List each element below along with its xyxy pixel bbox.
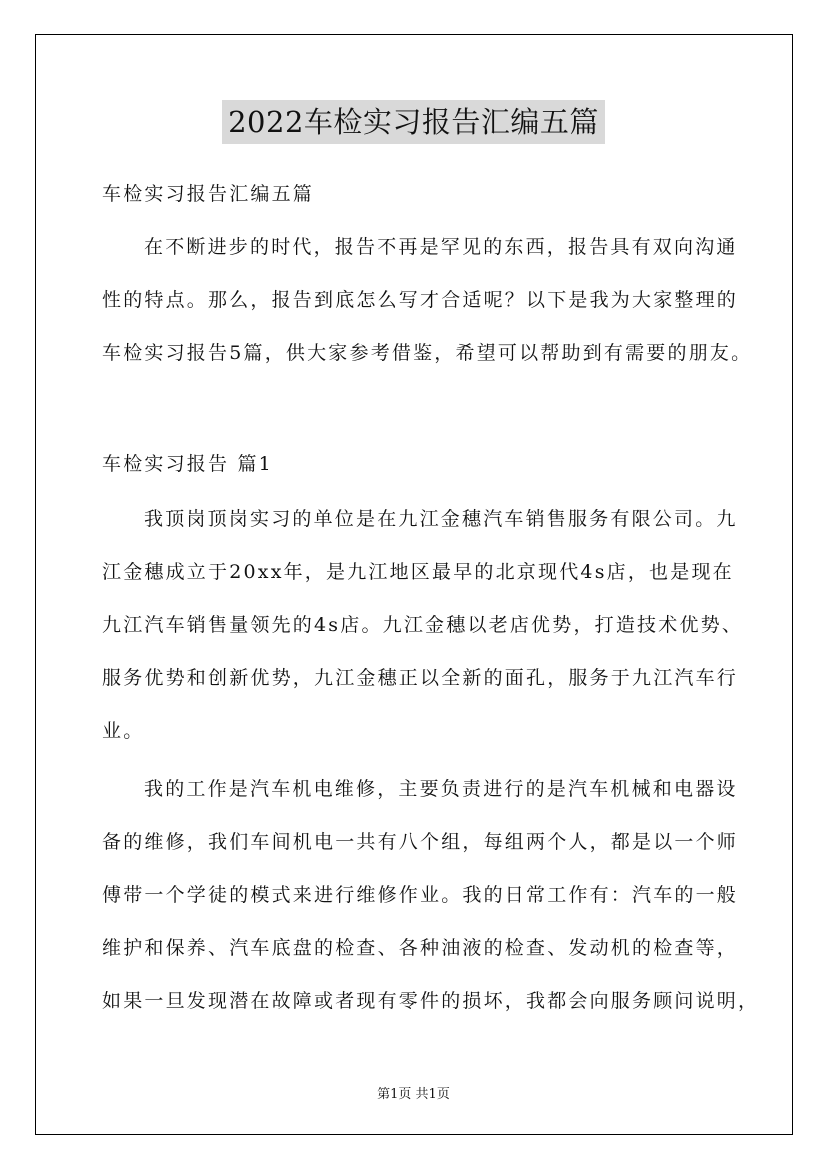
intro-line-3: 车检实习报告5篇，供大家参考借鉴，希望可以帮助到有需要的朋友。 [102, 342, 753, 364]
para1-line-3: 九江汽车销售量领先的4s店。九江金穗以老店优势，打造技术优势、 [102, 614, 744, 636]
intro-line-2: 性的特点。那么，报告到底怎么写才合适呢？以下是我为大家整理的 [102, 289, 739, 311]
page-footer: 第1页 共1页 [377, 1087, 450, 1102]
para2-line-3: 傅带一个学徒的模式来进行维修作业。我的日常工作有：汽车的一般 [102, 884, 739, 906]
paragraph-2 [102, 763, 760, 1028]
para1-line-2: 江金穗成立于20xx年，是九江地区最早的北京现代4s店，也是现在 [102, 561, 734, 583]
document-subtitle: 车检实习报告汇编五篇 [102, 183, 315, 205]
para1-line-4: 服务优势和创新优势，九江金穗正以全新的面孔，服务于九江汽车行 [102, 667, 739, 689]
intro-paragraph [102, 221, 753, 380]
para1-line-5: 业。 [102, 720, 145, 742]
para2-line-2: 备的维修，我们车间机电一共有八个组，每组两个人，都是以一个师 [102, 831, 739, 853]
paragraph-1 [102, 493, 744, 758]
para2-line-1: 我的工作是汽车机电维修，主要负责进行的是汽车机械和电器设 [144, 778, 738, 800]
document-title-text: 2022车检实习报告汇编五篇 [222, 100, 605, 144]
para1-line-1: 我顶岗顶岗实习的单位是在九江金穗汽车销售服务有限公司。九 [144, 508, 738, 530]
para2-line-5: 如果一旦发现潜在故障或者现有零件的损坏，我都会向服务顾问说明， [102, 990, 760, 1012]
document-title [0, 100, 827, 144]
para2-line-4: 维护和保养、汽车底盘的检查、各种油液的检查、发动机的检查等， [102, 937, 739, 959]
intro-line-1: 在不断进步的时代，报告不再是罕见的东西，报告具有双向沟通 [144, 236, 738, 258]
section-heading: 车检实习报告 篇1 [102, 453, 273, 475]
